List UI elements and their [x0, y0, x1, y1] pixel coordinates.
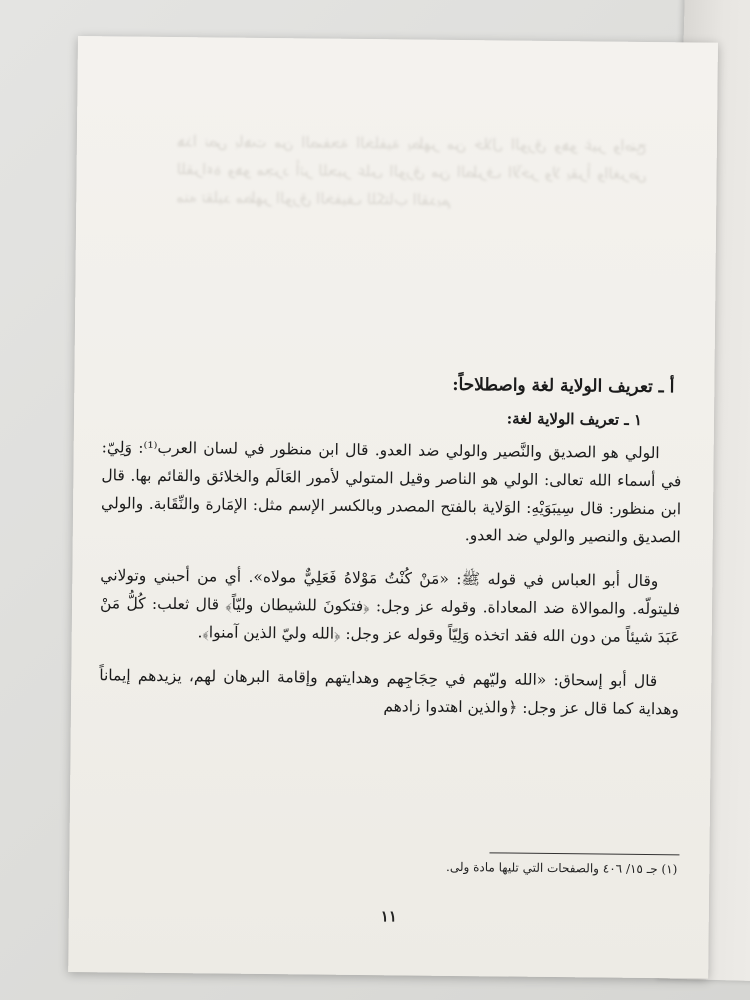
page-content — [99, 371, 683, 739]
page-number: ١١ — [380, 907, 397, 926]
paragraph-1: الولي هو الصديق والنَّصير والولي ضد العدو. قال ابن منظور في لسان العرب⁽¹⁾: وَلِيّ: في أسماء الله تعالى: الولي هو الناصر وقيل المتولي لأمور العَالَم والخلائق والقائم بها. قال ابن منظور: قال سِيبَوَيْهِ: الوَلاية بالفتح المصدر وبالكسر الإسم مثل: الإمَارة والنِّقَابة. والولي الصديق والنصير والولي ضد العدو. — [101, 438, 682, 547]
section-heading: أ ـ تعريف الولاية لغة واصطلاحاً: — [452, 374, 675, 398]
footnote-divider — [489, 852, 679, 855]
book-page — [68, 36, 718, 979]
paragraph-3: قال أبو إسحاق: «الله وليّهم في حِجَاجِهم وهدايتهم وإقامة البرهان لهم، يزيدهم إيماناً وهداية كما قال عز وجل: ﴿والذين اهتدوا زادهم — [99, 666, 680, 719]
bleed-through-text: ﻿ﻫﺬﺍ ﻧﺺ ﺑﺎﻫﺖ ﻣﻦ ﺍﻟﺼﻔﺤﺔ ﺍﻟﺨﻠﻔﻴﺔ ﻳﻈﻬﺮ ﻣﻦ ﺧﻼﻝ ﺍﻟﻮﺭﻕ ﻭﻫﻮ ﻏﻴﺮ ﻭﺍﺿﺢ ﻟﻠﻘﺮﺍﺀﺓ ﻭﻫﻮ ﻣﺠﺮﺩ ﺃﺛﺮ ﻟﻠﺤﺒﺮ ﻋﻠﻰ ﺍﻟﻮﺭﻕ ﻣﻦ ﺍﻟﻄﺮﻑ ﺍﻵﺧﺮ ﻭﻻ ﻳﻘﺮﺃ ﻭﺍﻟﻐﺮﺽ ﻣﻨﻪ ﺗﻘﻠﻴﺪ ﻣﻈﻬﺮ ﺍﻟﻮﺭﻕ ﺍﻟﺨﻔﻴﻒ ﻟﻠﻜﺘﺎﺏ ﺍﻟﻘﺪﻳﻢ — [176, 132, 647, 209]
footnote: (١) جـ ١٥/ ٤٠٦ والصفحات التي تليها مادة ولى. — [446, 859, 678, 877]
paragraph-2: وقال أبو العباس في قوله ﷺ: «مَنْ كُنْتُ مَوْلاهُ فَعَلِيٌّ مولاه». أي من أحبني وتولاني فليتولّه. والموالاة ضد المعاداة. وقوله عز وجل: ﴿فتكونَ للشيطان وليّاً﴾ قال ثعلب: كُلُّ مَنْ عَبَدَ شيئاً من دون الله فقد اتخذه وَلِيّاً وقوله عز وجل: ﴿الله وليّ الذين آمنوا﴾. — [99, 566, 681, 647]
subsection-heading: ١ ـ تعريف الولاية لغة: — [506, 409, 643, 429]
